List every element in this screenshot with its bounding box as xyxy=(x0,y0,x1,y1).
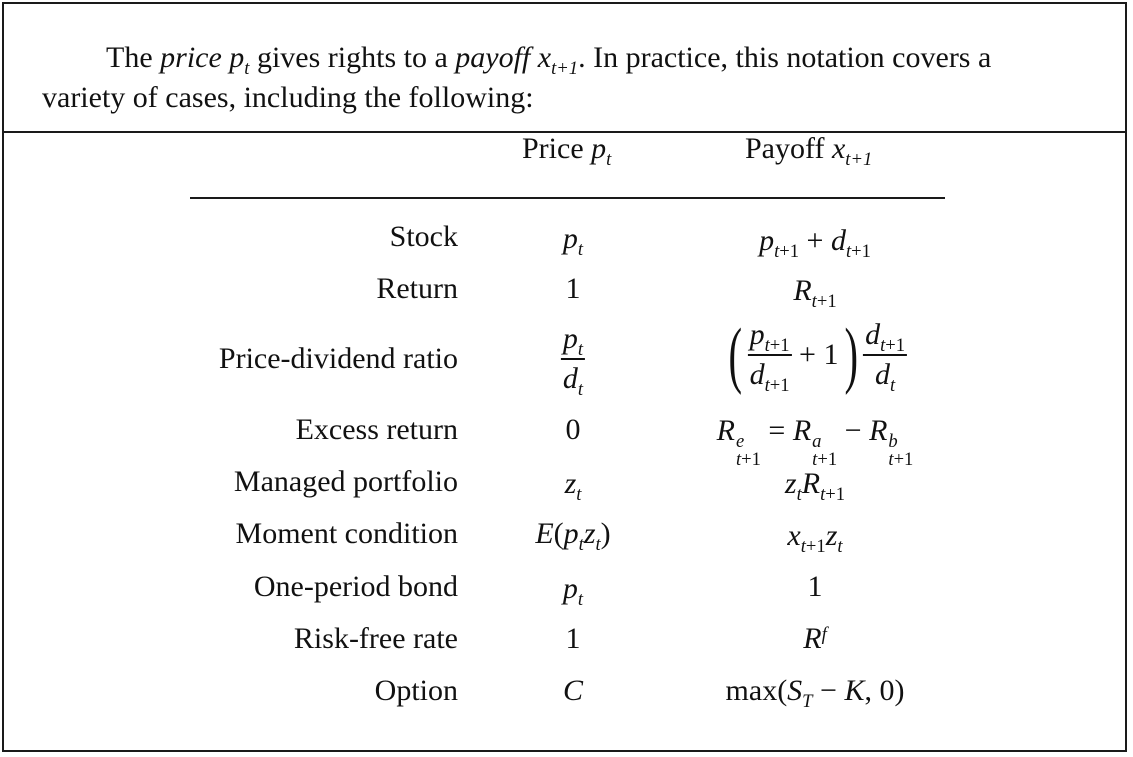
row-label-stock: Stock xyxy=(389,220,458,253)
payoff-risk-free-rate: $R^f$ xyxy=(803,622,827,655)
intro-paragraph: The price $p_t$ gives rights to a payoff $x_{t+1}$. In practice, this notation covers a variety of cases, including the following: xyxy=(42,41,992,114)
row-label-one-period-bond: One-period bond xyxy=(253,570,458,603)
header-rule xyxy=(190,197,945,199)
payoff-return: $R_{t+1}$ xyxy=(793,274,837,312)
row-label-moment-condition: Moment condition xyxy=(235,517,458,550)
price-one-period-bond: $p_t$ xyxy=(562,572,584,610)
price-excess-return: 0 xyxy=(565,413,581,446)
payoff-managed-portfolio: $z_tR_{t+1}$ xyxy=(784,467,846,505)
price-risk-free-rate: 1 xyxy=(565,622,581,655)
payoff-excess-return: R e t+1 = R a t+1 − R b t+1 xyxy=(716,414,914,471)
price-stock: $p_t$ xyxy=(562,222,584,260)
row-label-risk-free-rate: Risk-free rate xyxy=(293,622,458,655)
price-price-dividend: $\frac{p_t}{d_t}$ xyxy=(562,322,584,400)
row-label-option: Option xyxy=(374,674,458,707)
row-label-managed-portfolio: Managed portfolio xyxy=(233,465,458,498)
row-label-return: Return xyxy=(376,272,458,305)
payoff-price-dividend: ( $\frac{p_{t+1}}{d_{t+1}}$ + 1) $\frac{d_{t+1}}{d_t}$ xyxy=(728,314,906,396)
payoff-moment-condition: $x_{t+1}z_t$ xyxy=(787,519,843,557)
payoff-option: $\max(S_T - K$, 0) xyxy=(725,674,905,712)
price-return: 1 xyxy=(565,272,581,305)
header-payoff: Payoff $x_{t+1}$ xyxy=(745,132,873,170)
payoff-one-period-bond: 1 xyxy=(807,570,823,603)
header-price: Price $p_t$ xyxy=(522,132,612,170)
payoff-stock: $p_{t+1} + d_{t+1}$ xyxy=(759,224,871,262)
price-option: C xyxy=(562,674,584,707)
row-label-price-dividend: Price-dividend ratio xyxy=(218,342,458,375)
row-label-excess-return: Excess return xyxy=(295,413,458,446)
price-managed-portfolio: $z_t$ xyxy=(564,467,582,505)
price-moment-condition: $E(p_tz_t)$ xyxy=(535,517,611,555)
